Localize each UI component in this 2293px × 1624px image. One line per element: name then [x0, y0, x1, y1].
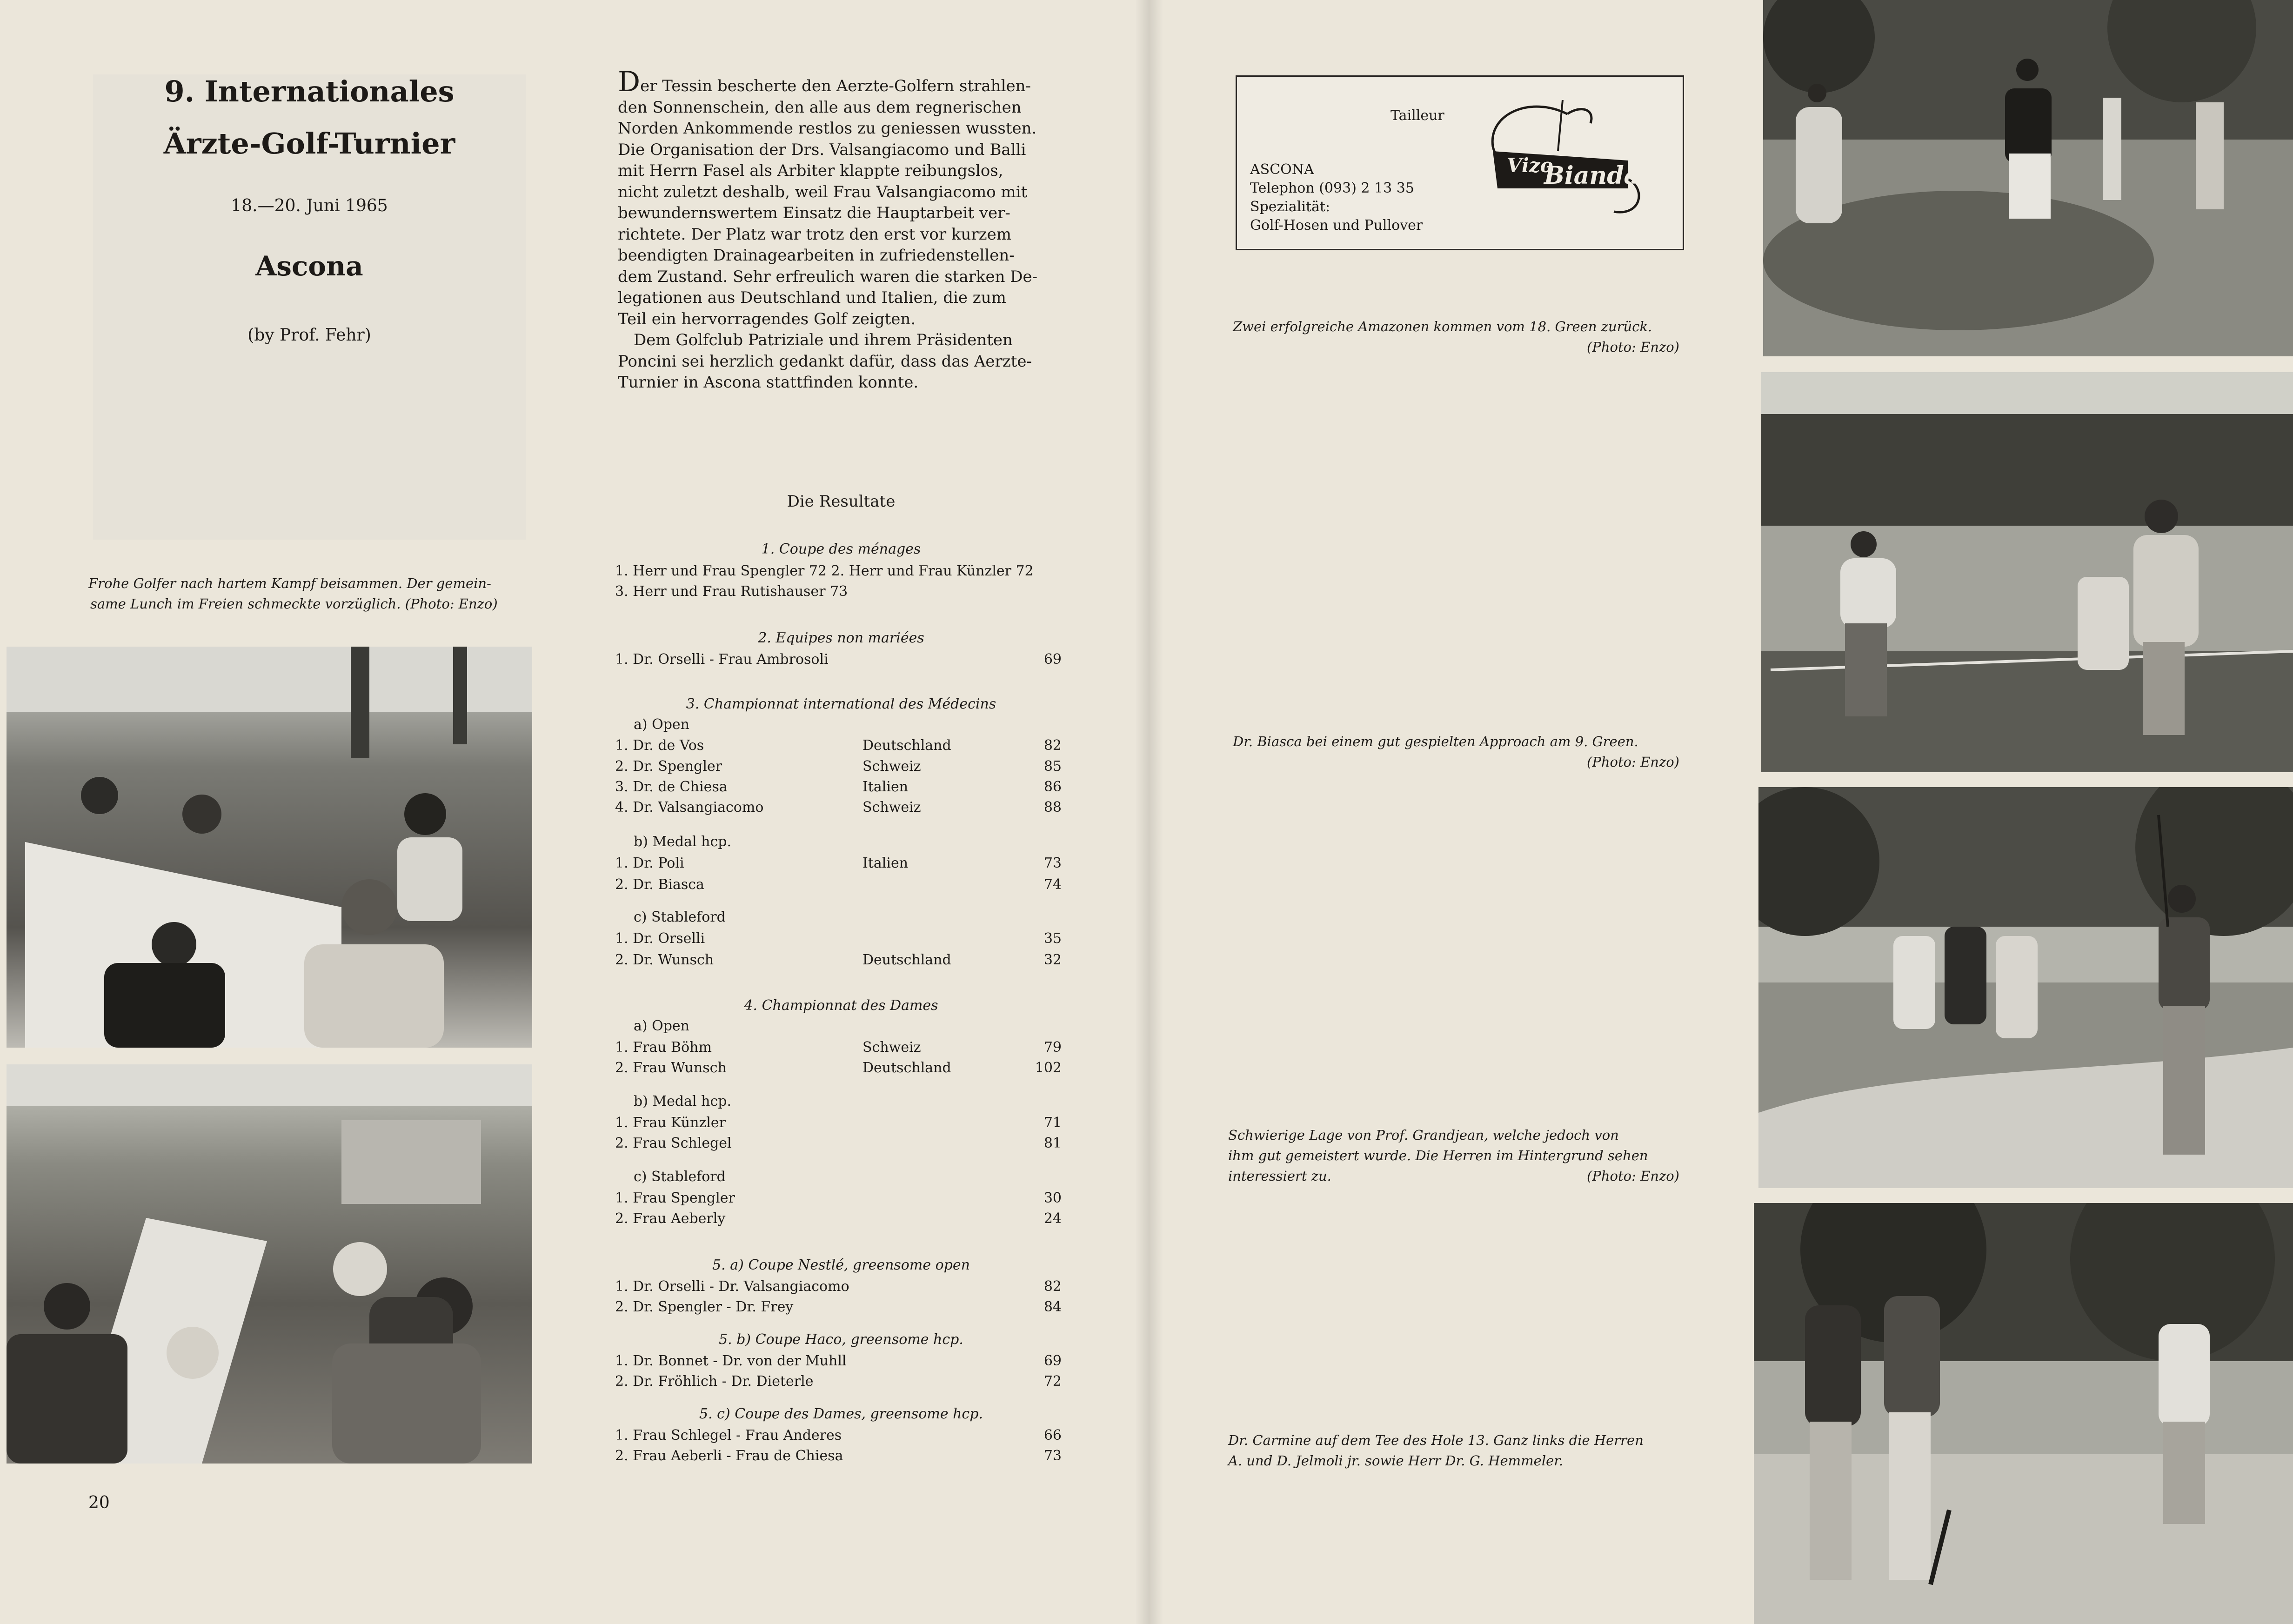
caption-line: Schwierige Lage von Prof. Grandjean, welche jedoch von	[1228, 1127, 1619, 1143]
caption-line: Zwei erfolgreiche Amazonen kommen vom 18. Green zurück.	[1233, 319, 1652, 334]
svg-text:Vizo: Vizo	[1507, 154, 1553, 177]
caption-line	[1228, 1166, 1679, 1186]
intro-line: beendigten Drainagearbeiten in zufriedenstellen-	[618, 246, 1015, 265]
intro-line: nicht zuletzt deshalb, weil Frau Valsangiacomo mit	[618, 182, 1028, 201]
subsection-label: c) Stableford	[634, 909, 726, 925]
advertisement	[1236, 75, 1684, 250]
result-row	[615, 952, 1062, 972]
section-title: 5. b) Coupe Haco, greensome hcp.	[719, 1331, 963, 1348]
results-title: Die Resultate	[787, 492, 896, 511]
caption-line: Dr. Carmine auf dem Tee des Hole 13. Ganz links die Herren	[1228, 1432, 1644, 1448]
photo-lunch-1-image	[7, 647, 532, 1048]
result-score: 73	[1043, 855, 1062, 871]
result-score: 102	[1035, 1060, 1062, 1076]
photo-carmine-image	[1754, 1203, 2293, 1624]
intro-line: Norden Ankommende restlos zu geniessen wussten.	[618, 119, 1037, 138]
ad-line: Spezialität:	[1250, 199, 1330, 215]
result-row	[615, 1353, 1062, 1373]
result-country: Schweiz	[862, 799, 921, 815]
intro-paragraph	[618, 66, 1064, 394]
result-name: 2. Dr. Biasca	[615, 876, 704, 893]
result-row	[615, 737, 1062, 758]
result-country: Schweiz	[862, 1039, 921, 1056]
page-gutter	[1135, 0, 1163, 1624]
photo-amazonen	[1763, 0, 2293, 356]
result-name: 3. Dr. de Chiesa	[615, 779, 728, 795]
intro-line: legationen aus Deutschland und Italien, die zum	[618, 288, 1006, 307]
vizo-bianda-logo	[1474, 95, 1660, 237]
photo-lunch-1	[7, 647, 532, 1048]
result-name: 1. Dr. Poli	[615, 855, 684, 871]
result-score: 86	[1043, 779, 1062, 795]
photo-carmine	[1754, 1203, 2293, 1624]
result-row	[615, 799, 1062, 820]
intro-line: Poncini sei herzlich gedankt dafür, dass das Aerzte-	[618, 352, 1032, 371]
subsection-label: a) Open	[634, 716, 689, 733]
result-score: 81	[1043, 1135, 1062, 1151]
result-country: Schweiz	[862, 758, 921, 775]
result-score: 88	[1043, 799, 1062, 815]
result-score: 74	[1043, 876, 1062, 893]
result-row	[615, 930, 1062, 951]
intro-line: den Sonnenschein, den alle aus dem regnerischen	[618, 98, 1022, 117]
intro-line: mit Herrn Fasel als Arbiter klappte reibungslos,	[618, 161, 1003, 180]
result-score: 85	[1043, 758, 1062, 775]
intro-line: Turnier in Ascona stattfinden konnte.	[618, 373, 919, 392]
intro-text: er Tessin bescherte den Aerzte-Golfern strahlen-	[640, 77, 1031, 95]
photo-amazonen-image	[1763, 0, 2293, 356]
result-score: 71	[1043, 1115, 1062, 1131]
result-name: 2. Dr. Spengler	[615, 758, 722, 775]
result-name: 1. Dr. Orselli - Frau Ambrosoli	[615, 651, 829, 668]
result-score: 69	[1043, 1353, 1062, 1369]
result-country: Italien	[862, 779, 909, 795]
result-text: 3. Herr und Frau Rutishauser 73	[615, 583, 848, 600]
result-name: 2. Dr. Fröhlich - Dr. Dieterle	[615, 1373, 814, 1390]
section-title: 1. Coupe des ménages	[761, 541, 921, 557]
result-text: 1. Herr und Frau Spengler 72 2. Herr und Frau Künzler 72	[615, 563, 1034, 579]
result-row	[615, 1448, 1062, 1468]
result-score: 30	[1043, 1190, 1062, 1206]
title-line-2: Ärzte-Golf-Turnier	[163, 127, 455, 160]
subsection-label: b) Medal hcp.	[634, 1093, 731, 1109]
result-country: Deutschland	[862, 737, 951, 754]
photo-biasca-image	[1761, 372, 2293, 772]
result-name: 4. Dr. Valsangiacomo	[615, 799, 764, 815]
result-country: Deutschland	[862, 952, 951, 968]
result-row	[615, 1190, 1062, 1210]
result-row	[615, 779, 1062, 799]
result-score: 84	[1043, 1299, 1062, 1315]
caption-text: interessiert zu.	[1228, 1168, 1331, 1184]
result-name: 1. Dr. Orselli	[615, 930, 705, 947]
drop-cap: D	[618, 66, 641, 98]
photo-grandjean	[1758, 787, 2293, 1188]
event-date: 18.—20. Juni 1965	[231, 196, 388, 215]
ad-line: Telephon (093) 2 13 35	[1250, 180, 1414, 196]
result-row	[615, 1299, 1062, 1319]
ad-line: Golf-Hosen und Pullover	[1250, 217, 1423, 234]
result-row	[615, 855, 1062, 875]
caption-line: ihm gut gemeistert wurde. Die Herren im Hintergrund sehen	[1228, 1148, 1648, 1163]
result-row	[615, 1278, 1062, 1299]
svg-text:Bianda: Bianda	[1544, 161, 1640, 190]
result-score: 82	[1043, 1278, 1062, 1295]
intro-line: Dem Golfclub Patriziale und ihrem Präsidenten	[634, 331, 1013, 349]
result-line	[615, 563, 1062, 583]
caption-line: (Photo: Enzo)	[1587, 754, 1679, 770]
result-name: 1. Dr. de Vos	[615, 737, 704, 754]
result-name: 1. Frau Schlegel - Frau Anderes	[615, 1427, 842, 1444]
result-name: 2. Frau Wunsch	[615, 1060, 727, 1076]
intro-line: richtete. Der Platz war trotz den erst vor kurzem	[618, 225, 1011, 244]
photo-grandjean-image	[1758, 787, 2293, 1188]
result-row	[615, 651, 1062, 672]
result-name: 2. Frau Aeberly	[615, 1210, 726, 1227]
result-name: 2. Frau Schlegel	[615, 1135, 732, 1151]
ad-line: ASCONA	[1250, 161, 1314, 178]
result-score: 66	[1043, 1427, 1062, 1444]
photo-credit: (Photo: Enzo)	[1587, 1168, 1679, 1184]
section-title: 5. c) Coupe des Dames, greensome hcp.	[699, 1406, 983, 1422]
result-score: 24	[1043, 1210, 1062, 1227]
result-line	[615, 583, 1062, 604]
section-title: 5. a) Coupe Nestlé, greensome open	[712, 1257, 970, 1273]
caption-grandjean	[1228, 1125, 1679, 1186]
page-number: 20	[88, 1493, 110, 1512]
result-score: 79	[1043, 1039, 1062, 1056]
caption-lunch	[88, 573, 535, 614]
result-row	[615, 1373, 1062, 1394]
result-score: 32	[1043, 952, 1062, 968]
result-name: 2. Dr. Wunsch	[615, 952, 714, 968]
intro-line: Teil ein hervorragendes Golf zeigten.	[618, 309, 916, 328]
result-row	[615, 1210, 1062, 1231]
result-score: 82	[1043, 737, 1062, 754]
result-row	[615, 758, 1062, 779]
caption-line: Frohe Golfer nach hartem Kampf beisammen. Der gemein-	[88, 575, 491, 591]
intro-line: Die Organisation der Drs. Valsangiacomo und Balli	[618, 140, 1026, 159]
result-score: 72	[1043, 1373, 1062, 1390]
result-name: 1. Frau Künzler	[615, 1115, 726, 1131]
intro-line: dem Zustand. Sehr erfreulich waren die starken De-	[618, 267, 1038, 286]
title-line-1: 9. Internationales	[164, 74, 455, 108]
subsection-label: c) Stableford	[634, 1169, 726, 1185]
caption-biasca	[1233, 731, 1679, 772]
caption-line: same Lunch im Freien schmeckte vorzüglich. (Photo: Enzo)	[90, 596, 498, 612]
result-row	[615, 1039, 1062, 1060]
result-name: 2. Dr. Spengler - Dr. Frey	[615, 1299, 794, 1315]
caption-line: Dr. Biasca bei einem gut gespielten Approach am 9. Green.	[1233, 734, 1638, 749]
section-title: 4. Championnat des Dames	[744, 997, 938, 1014]
caption-line: (Photo: Enzo)	[1587, 339, 1679, 355]
photo-biasca	[1761, 372, 2293, 772]
result-name: 1. Dr. Orselli - Dr. Valsangiacomo	[615, 1278, 849, 1295]
result-name: 2. Frau Aeberli - Frau de Chiesa	[615, 1448, 843, 1464]
intro-line: bewundernswertem Einsatz die Hauptarbeit ver-	[618, 204, 1010, 222]
result-name: 1. Frau Spengler	[615, 1190, 735, 1206]
result-country: Italien	[862, 855, 909, 871]
result-row	[615, 876, 1062, 897]
title-block	[93, 74, 526, 540]
result-country: Deutschland	[862, 1060, 951, 1076]
section-title: 2. Equipes non mariées	[758, 630, 924, 646]
result-name: 1. Frau Böhm	[615, 1039, 712, 1056]
result-score: 69	[1043, 651, 1062, 668]
caption-amazonen	[1233, 316, 1679, 357]
result-score: 35	[1043, 930, 1062, 947]
subsection-label: b) Medal hcp.	[634, 834, 731, 850]
logo-text	[1474, 95, 1477, 96]
author-line: (by Prof. Fehr)	[247, 326, 371, 345]
photo-lunch-2	[7, 1064, 532, 1464]
result-row	[615, 1135, 1062, 1156]
intro-line	[618, 66, 1064, 98]
result-row	[615, 1427, 1062, 1448]
result-name: 1. Dr. Bonnet - Dr. von der Muhll	[615, 1353, 847, 1369]
section-title: 3. Championnat international des Médecins	[686, 696, 996, 712]
caption-carmine	[1228, 1430, 1684, 1471]
caption-line: A. und D. Jelmoli jr. sowie Herr Dr. G. Hemmeler.	[1228, 1453, 1564, 1469]
subsection-label: a) Open	[634, 1018, 689, 1034]
result-row	[615, 1060, 1062, 1080]
logo-graphic	[1474, 95, 1660, 235]
ad-tailleur: Tailleur	[1391, 107, 1444, 124]
event-place: Ascona	[255, 250, 363, 282]
result-score: 73	[1043, 1448, 1062, 1464]
photo-lunch-2-image	[7, 1064, 532, 1464]
result-row	[615, 1115, 1062, 1135]
